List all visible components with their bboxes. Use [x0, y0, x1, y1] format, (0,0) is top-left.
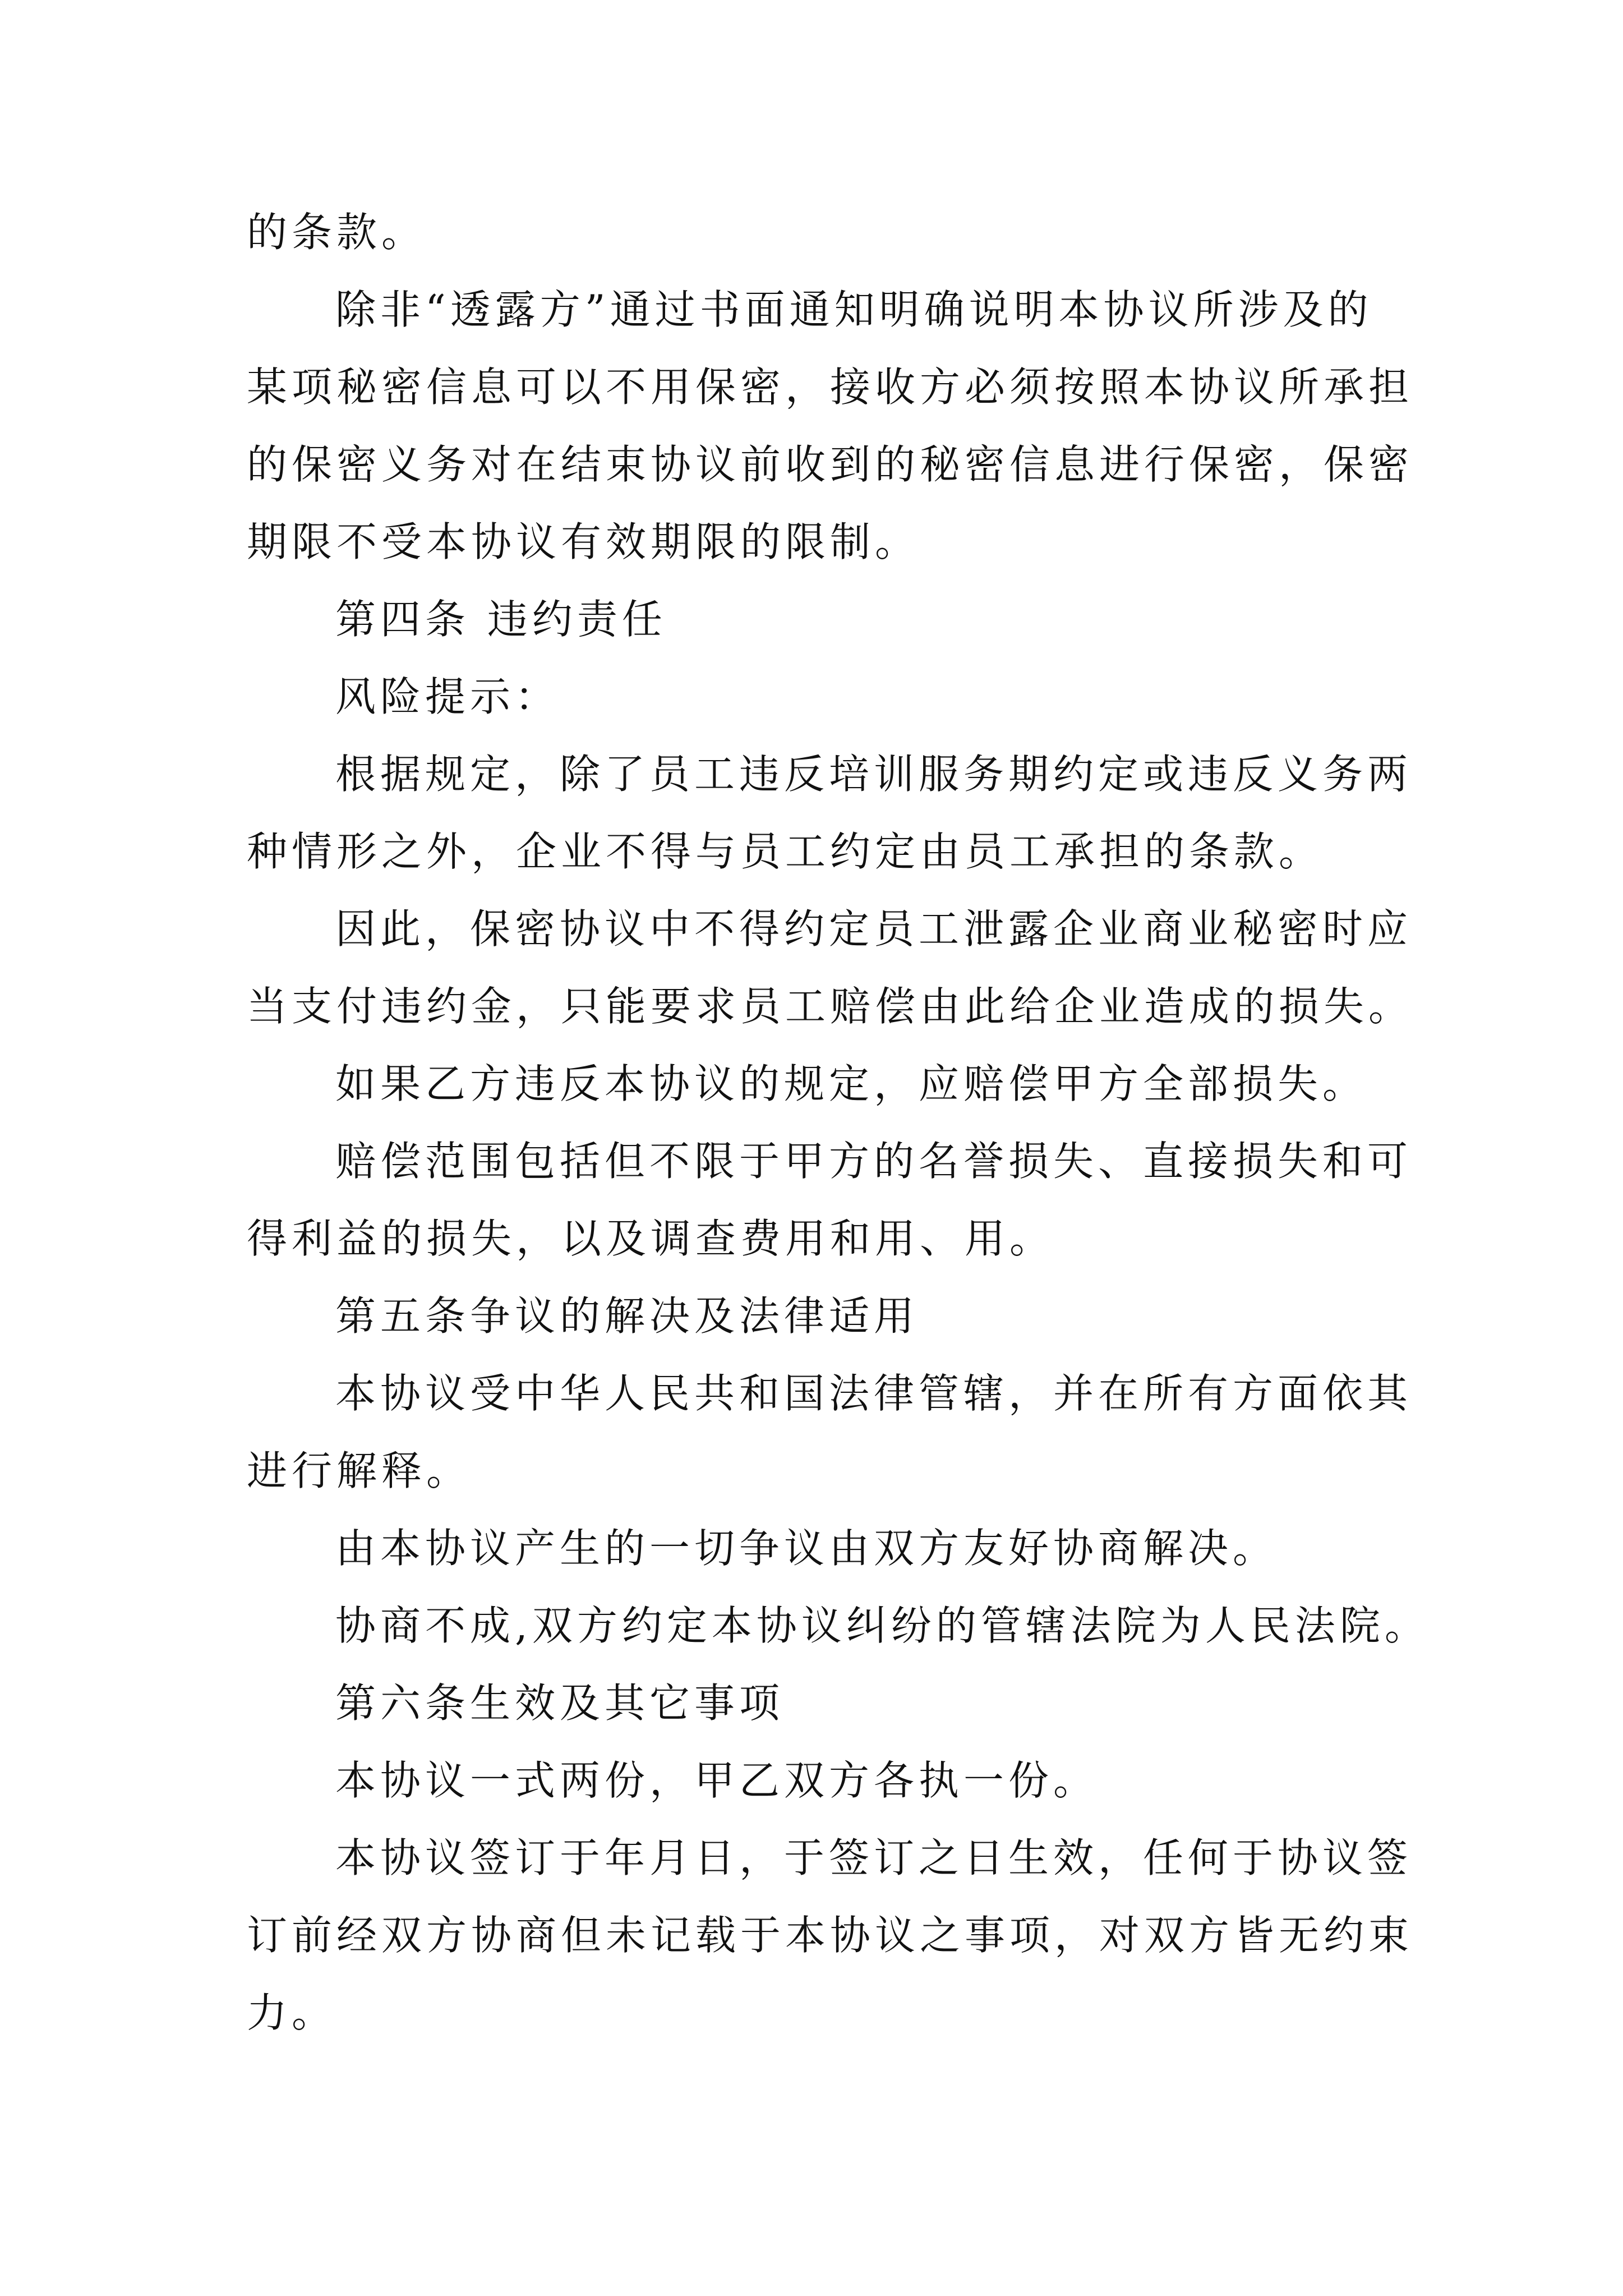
text-line: 种情形之外，企业不得与员工约定由员工承担的条款。: [247, 828, 1324, 875]
document-body: [247, 194, 1430, 2051]
section-heading: 第五条争议的解决及法律适用: [335, 1292, 919, 1340]
text-line: 本协议受中华人民共和国法律管辖，并在所有方面依其: [335, 1370, 1413, 1417]
text-line: 得利益的损失，以及调查费用和用、用。: [247, 1215, 1055, 1262]
text-line: 由本协议产生的一切争议由双方友好协商解决。: [335, 1525, 1278, 1572]
text-line: 除非“透露方”通过书面通知明确说明本协议所涉及的: [335, 286, 1373, 333]
text-line: 期限不受本协议有效期限的限制。: [247, 518, 920, 565]
text-line: 进行解释。: [247, 1447, 472, 1494]
text-line: 本协议一式两份，甲乙双方各执一份。: [335, 1757, 1099, 1804]
text-line: 赔偿范围包括但不限于甲方的名誉损失、直接损失和可: [335, 1138, 1413, 1185]
text-line: 风险提示：: [335, 673, 560, 720]
text-line: 的条款。: [247, 209, 427, 256]
text-line: 订前经双方协商但未记载于本协议之事项，对双方皆无约束: [247, 1912, 1414, 1959]
text-line: 根据规定，除了员工违反培训服务期约定或违反义务两: [335, 751, 1413, 798]
section-heading: 第四条 违约责任: [335, 596, 667, 643]
text-line: 力。: [247, 1989, 337, 2036]
text-line: 如果乙方违反本协议的规定，应赔偿甲方全部损失。: [335, 1060, 1368, 1107]
section-heading: 第六条生效及其它事项: [335, 1680, 785, 1727]
text-line: 协商不成,双方约定本协议纠纷的管辖法院为人民法院。: [335, 1602, 1430, 1649]
text-line: 某项秘密信息可以不用保密，接收方必须按照本协议所承担: [247, 364, 1414, 411]
text-line: 本协议签订于年月日，于签订之日生效，任何于协议签: [335, 1834, 1413, 1881]
text-line: 的保密义务对在结束协议前收到的秘密信息进行保密，保密: [247, 441, 1414, 488]
text-line: 因此，保密协议中不得约定员工泄露企业商业秘密时应: [335, 905, 1413, 953]
text-line: 当支付违约金，只能要求员工赔偿由此给企业造成的损失。: [247, 983, 1414, 1030]
